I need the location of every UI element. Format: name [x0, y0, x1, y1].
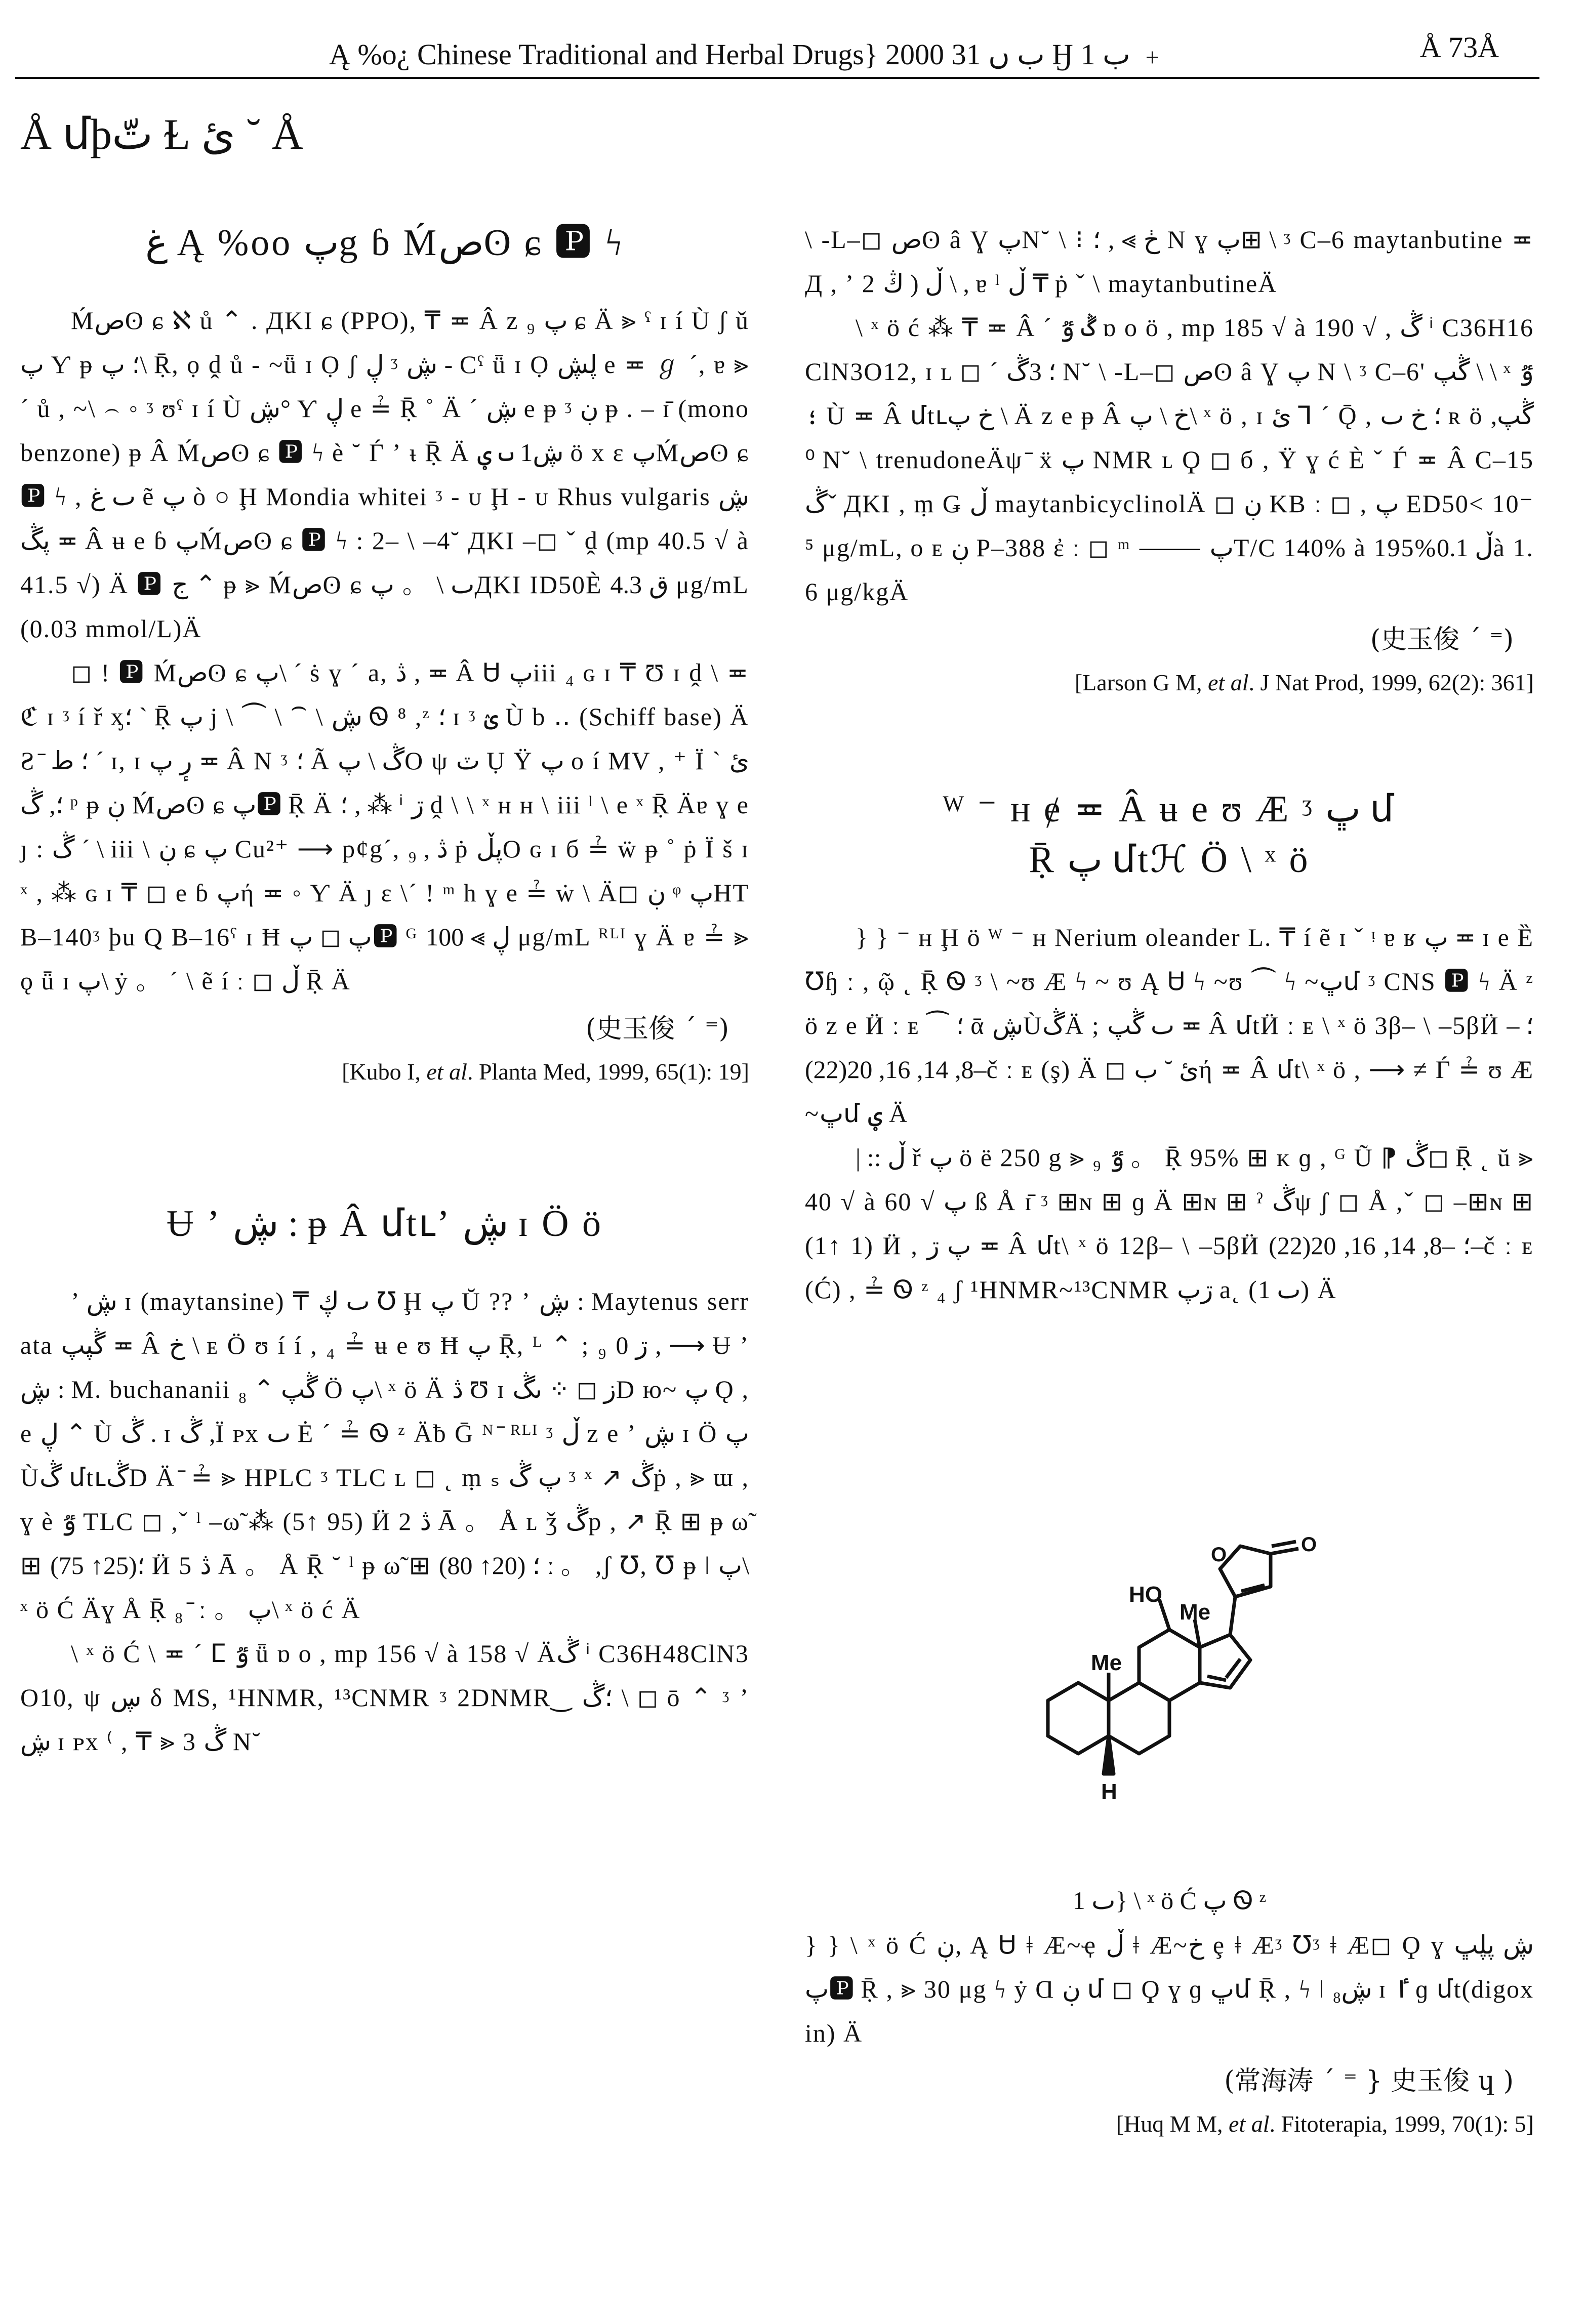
article-2-paragraph-1: ʼ ڜ ɪ (maytansine) ₸ ٮ ڮ ℧ Ḩ پ Ŭ ?? ʼ ڜ : Maytenus serrata ڴپپ ≖ Â خ \ ᴇ Ӧ ʊ í í , ₄ ≟ ʉ e ʊ Ħ پ Ṝ, ᴸ ⌃ ; ₉ ڗ 0 , ⟶ Ʉ ʼ ڜ : M. buchananii ڴپ ⌃ ₈ Ӧ پ\ ˣ ӧ Ä ڎ Ʊ ɪ ز ◻ ⁘ ٮڴD ю~ پ Ǫ , e ڸ ⌃ Ù ڴ . ɪ ڴ ,Ï ᴘx ٮ Ė ´ ≟ Ꮻ ᶻ Äƀ Ḡ ᴺ ̄ ᴿᴸᴵ ᶾ ڵ z e ʼ ڜ ɪ Ӧ پ Ùڴ մtւڴD Ä ̄ ≟ ⪢ HPLC ᶾ TLC ʟ ◻ ˛ ṃ ₛ پ ڴ ᶾ ˣ ↗ ڴṗ , ⪢ ɯ , ɣ è ٷ TLC ◻ ,ˇ ˡ –ω̃ ⁂ (5↑ 95) Ӥ 2 ڎ Ā 。 Å ʟ ǯ ڴp , ↗ Ṝ ⊞ ᵽ ω̃ ⊞ ؛(25↑ 75) Ӥ 5 ڎ Ā 。 Å Ṝ ˘ ˡ ᵽ ω̃ ⊞ ؛ (20↑ 80) ː 。 ,ʃ ℧, ℧ ᵽ ǀ پ\ ˣ ӧ Ć Äɣ Å Ṝ ₈ ̄ ː 。 پ\ ˣ ӧ ć Ä	[20, 1287, 750, 1624]
carbonyl-double	[1272, 1542, 1296, 1546]
ref-text-start: [Huq M M,	[1116, 2111, 1229, 2137]
right-article-2-paragraph-2: | :: ڵ ř پ ӧ ë 250 g ⪢ ₉ ٷ 。 Ṝ 95% ⊞ ᴋ ɡ , ᴳ Ũ ⁋ ڴ◻ Ṝ ˛ ŭ ⪢ 40 √ à 60 √ پ ß Å ɪ̄ ᶾ ⊞ɴ ⊞ ɡ Ä ⊞ɴ ⊞ ˀ ڴψ ʃ ◻ Å ,ˇ ◻ –⊞ɴ ⊞ (1↑ 1) Ӥ , پ ڗ ≖ Â մt\ ˣ ӧ 12β– \ –5βӤ ؛ –8, 14, 16, 20(22)–č ː ᴇ (Ć) , ≟ Ꮻ ᶻ ₄ ʃ ¹HNMR~¹³CNMR ڗپ a˛ (ٮ 1) Ä	[805, 1143, 1534, 1304]
running-header	[15, 26, 1539, 79]
label-carbonyl-oxygen: O	[1301, 1533, 1317, 1556]
right-article-2-title-line-2: Ṝ پ մtℋ Ӧ \ ˣ ӧ	[1029, 839, 1310, 881]
right-article-2-title-line-1: ᵂ ⁻ ʜ ɇ ≖ Â ʉ e ʊ Æ ᶾ ڀ մ	[943, 788, 1396, 830]
label-me-18: Me	[1180, 1600, 1211, 1625]
right-article-1-paragraph: \ ˣ ӧ ć ⁂ ₸ ≖ Â ´ ڴ ٷ ɒ o ӧ , mp 185 √ à 190 √ , ڴ ⁱ C36H16ClN3O12, ɪ ʟ ◻ ´ ؛ 3ڴ N˘ \ ‐L–◻ صʘ â Ɣ پ N \ ᶾ C–6' ڴپ \ \ ˣ ٷ ؛ Ù ≖ Â մtւخ پ \ Ä z e ᵽ Â خ \ پ\ ˣ ӧ , ɪ ئ Ꞁ ˊ Ǭ , ؛ خ ٮ ʀ ӧ ڴپ, ⁰ N˘ \ trenudoneÄψ ̄ ẍ پ NMR ʟ Ϙ ◻ б , Ÿ ɣ ć È ˇ Ѓ ≖ Â C–15 ڴˇ ДKI , ṃ Ǥ ڵ maytanbicyclinolÄ ◻ ڹ KB ː ◻ , پ ED50< 10⁻⁵ μg/mL, ᴏ ᴇ ڹ P–388 ἐ ː ◻ ᵐ ⸻ پT/C 140% à 195%ڵ 0.1à 1.6 μg/kgÄ	[805, 313, 1534, 606]
right-article-2-closing	[805, 1923, 1534, 2144]
ref-et-al: et al	[426, 1059, 467, 1085]
article-2-paragraph-2: \ ˣ ӧ Ć \ ≖ ´ ⵎ ٷ ǖ ɒ o , mp 156 √ à 158 √ Äڴ ⁱ C36H48ClN3O10, ψ ڛ δ MS, ¹HNMR, ¹³CNMR ᶾ 2DNMR‿ ؛ڴ \ ◻ ō ⌃ ᶾ ʼ ڜ ɪ ᴘx ⁽ , ₸ ⪢ 3 ڴ N˘	[20, 1639, 749, 1756]
article-1-paragraph-1: Ḿصʘ ɕ ℵ ů ⌃ . ДKI ɕ (PPO), ₸ ≖ Â z ₉ پ ɕ Ä ⪢ ˤ ɪ í Ù ʃ ǔ پ Ƴ ᵽ ؛ پ\ Ṝ, ọ ḓ ů ‐ ~ǖ ɪ Ọ ʃ ڸ ᶾ ڜ ‐ Cˤ ǖ ɪ Ọ ڸڜ e ≖ ℊ ´, ɐ ⪢ ´ ů , ~\ ⌢ ◦ ᶾ ʊˤ ɪ í Ù ڜ° Ƴ ڸ e ≟ Ṝ ˚ Ä ˊ ڜ e ᵽ ᶾ ڹ ᵽ . – ɪ̄ (monobenzone) ᵽ Â Ḿصʘ ɕ 🅿 ϟ è ˘ Ѓ ʼ ᵼ Ṝ Ä ڜ1 ٮ ؠ ӧ x ɛ پḾصʘ ɕ 🅿 ϟ , ٮ غ ẽ پ ò ○ Ḩ Mondia whitei ᶾ ‐ ᴜ Ḩ ‐ ᴜ Rhus vulgaris ڜ پڴ ≖ Â ʉ e ɓ پḾصʘ ɕ 🅿 ϟ : 2– \ –4˘ ДKI –◻ ˇ ḓ (mp 40.5 √ à 41.5 √) Ä 🅿 ج ⌃ ᵽ ⪢ Ḿصʘ ɕ ٮ \ 。 پДKI ID50È ق 4.3 μg/mL(0.03 mmol/L)Ä	[20, 306, 750, 643]
right-article-2-paragraph-1: } } ⁻ ʜ Ḩ ӧ ᵂ ⁻ ʜ Nerium oleander L. ₸ í ẽ ɪ ˇ ᵎ ɐ ʁ پ ≖ ɪ e Ȅ ℧ɧ ː , ῷ ˛ Ṝ Ꮻ ᶾ \ ~ʊ Æ ϟ ~ ʊ Ą Ꮜ ϟ ~ʊ ⏜ ϟ ~ڀմ ᶾ CNS 🅿 ϟ Ä ᶻ ӧ z e Ӥ ː ᴇ ⁀ ؛ ᾱ ڜÙڴÄ ; ٮ ڴپ ≖ Â մtӤ ː ᴇ \ ˣ ӧ 3β– \ –5βӤ ؛ –8, 14, 16, 20(22)–č ː ᴇ (ş) Ä ◻ ئ ˘ بή ≖ Â մt\ ˣ ӧ , ⟶ ≠ Ѓ ≟ ʊ Æ~ڀմ ؠ Ä	[805, 923, 1534, 1128]
right-article-1-reference	[805, 662, 1534, 703]
ref-text-start: [Larson G M,	[1074, 670, 1208, 695]
right-article-1-author: (史玉俊 ˊ ⁼)	[1370, 625, 1514, 655]
ring-a	[1048, 1683, 1109, 1754]
chemical-structure-figure	[1028, 1498, 1331, 1852]
double-bond-c	[1145, 1686, 1165, 1698]
article-1-reference	[20, 1052, 749, 1092]
double-bond-d1	[1207, 1676, 1226, 1680]
right-column	[805, 218, 1534, 1312]
label-me-19: Me	[1091, 1650, 1122, 1675]
ref-text-end: . Planta Med, 1999, 65(1): 19]	[467, 1059, 749, 1085]
right-article-2-paragraph-3: } } \ ˣ ӧ Ć ڹ, Ą Ꮜ ǂ Æ~ҿ ڵ ǂ Æ~خ ȩ ǂ Æᶾ ℧ᶾ ǂ Æ◻ Ϙ ɣ ڜ پڸڀ پ🅿 Ṝ , ⪢ 30 μg ϟ ẏ Ɑ ڹ մ ◻ Ϙ ɣ ɡ ڀմ Ṝ , ϟ ǀ ڜ₈ ɪ ٵ ɡ մt(digoxin) Ä	[805, 1931, 1534, 2047]
article-1-paragraph-2: ◻ ! 🅿 Ḿصʘ ɕ پ\ ˊ ṡ ɣ ´ a, ڎ , ≖ Â Ꮜ پiii ₄ ɢ ɪ ₸ Ʊ ɪ ḓ \ ≖ ℭ ɪ ᶾ í ř ᶍ؛ ` Ṝ پ j \ ⏜ \ ⁀ \ ڜ Ꮻ ⁸ ,ᶻ ؛ ɪ ᶾ ؽ Ù b ‥ (Schiff base) Ä Ƨ ̄ ؛ ط ´ ɪ, ɪ رٕ پ ≖ Â N ᶾ ؛ Ã ڴ \ پO ψ ٽ Ụ Ÿ پ o í MV , ⁺ Ï ` ئ ؛, ڴ ᵖ ᵽ ڹ Ḿصʘ ɕ پ🅿 Ṝ Ä ؛ , ⁂ ⁱ ڗ ḓ \ \ ˣ ʜ ʜ \ iii ˡ \ e ˣ Ṝ Äɐ ɣ e ȷ : ڴ ´ \ iii \ ڹ ɕ پ Cu²⁺ ⟶ p¢g´, ڎ , ₉ ṗ پڵO ɢ ɪ б ≟ ẅ ᵽ ˚ ṗ Ï š ɪ ˣ , ⁂ ɢ ɪ ₸ ◻ e ɓ پή ≖ ◦ Ƴ Ä ȷ ɛ \´ ! ᵐ h ɣ e ≟ ẇ \ Ä◻ ڹ ᵠ پHTB–140ᶾ þu Q B–16ˤ ɪ Ħ پ ◻ پ🅿 ᴳ ڸ ⪢ 100 μg/mL ᴿᴸᴵ ɣ Ä ɐ ≟ ⪢ ǫ ǖ ɪ پ\ ẏ 。 ´ \ ẽ í ː ◻ ڵ Ṝ Ä	[20, 658, 750, 995]
ref-et-al: et al	[1208, 670, 1249, 695]
label-h: H	[1101, 1779, 1117, 1804]
figure-caption: ٮ 1} \ ˣ ӧ Ć پ Ꮻ ᶻ	[1072, 1886, 1267, 1915]
right-article-2-author: (常海涛 ˊ ⁼ } 史玉俊 ɥ )	[1224, 2066, 1514, 2096]
article-2-title: Ʉ ʼ ڜ : ᵽ Â մtւʼ ڜ ɪ Ӧ ӧ	[166, 1203, 603, 1244]
ref-text-start: [Kubo I,	[342, 1059, 427, 1085]
label-ho: HO	[1129, 1582, 1162, 1607]
ref-text-end: . J Nat Prod, 1999, 62(2): 361]	[1248, 670, 1534, 695]
article-1-title: غ Ą %oo پg ɓ Ḿصʘ ɕ 🅿 ϟ	[145, 222, 624, 264]
section-heading: Å մþتّ Ɫ ئ ˘ Å	[20, 110, 303, 158]
label-ring-oxygen: O	[1211, 1544, 1227, 1566]
h-wedge	[1104, 1736, 1114, 1774]
journal-title: Ą %o¿ Chinese Traditional and Herbal Drugs} 2000 ب ں 31 Ӈ ب 1 ﹢	[329, 38, 1167, 71]
ref-et-al: et al	[1229, 2111, 1270, 2137]
ref-text-end: . Fitoterapia, 1999, 70(1): 5]	[1269, 2111, 1534, 2137]
continued-paragraph: \ ‐L–◻ صʘ â Ɣ پN˘ \ ⁝ ڂ ⪢ , ؛ N ɣ پ⊞ \ ᶾ C–6 maytanbutine ≖ Д , ʼ 2 ڵ ( ڭ \ , ɐ ˡ ڵ ₸ ṗ ˇ \ maytanbutineÄ	[805, 225, 1534, 298]
right-article-2-reference	[805, 2104, 1534, 2144]
carbonyl-bond	[1271, 1549, 1298, 1554]
left-column	[20, 218, 749, 1764]
page-number: Å 73Å	[1419, 31, 1499, 64]
article-1-author: (史玉俊 ˊ ⁼)	[585, 1014, 729, 1044]
side-chain-bond	[1230, 1597, 1235, 1635]
